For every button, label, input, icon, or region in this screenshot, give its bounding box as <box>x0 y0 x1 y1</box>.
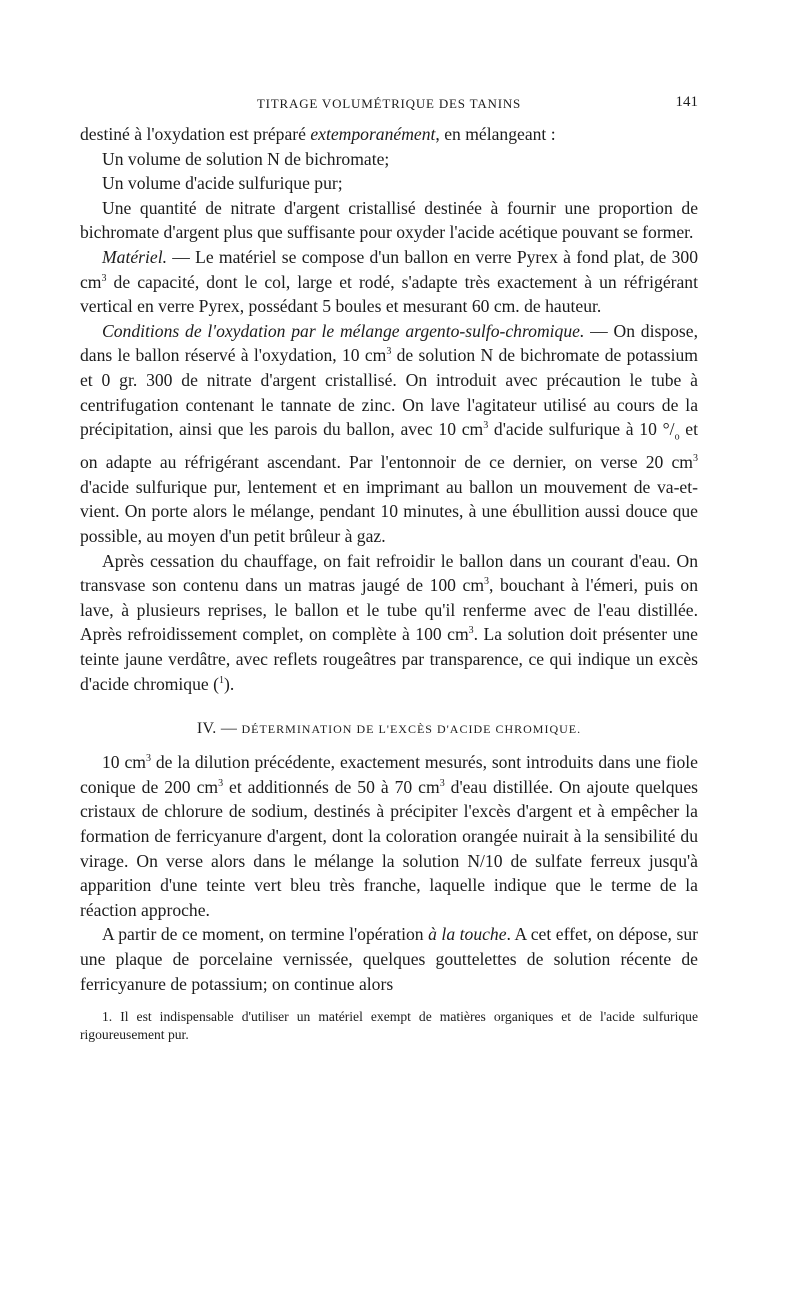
subscript: o <box>674 431 680 443</box>
text-run: . A cet effet, on dépose, sur une plaque de porcelaine vernissée, quelques gouttelettes de solution récente de ferricyanure de potassium; on continue alors <box>80 924 698 994</box>
section-title: DÉTERMINATION DE L'EXCÈS D'ACIDE CHROMIQUE. <box>241 722 582 737</box>
superscript: 3 <box>483 420 489 432</box>
text-run: de capacité, dont le col, large et rodé, s'adapte très exactement à un réfrigérant vertical en verre Pyrex, possédant 5 boules et mesurant 60 cm. de hauteur. <box>80 271 698 317</box>
superscript: 3 <box>101 272 107 284</box>
text-run: — On dispose, dans le ballon réservé à l'oxydation, 10 cm <box>80 320 698 366</box>
running-title: TITRAGE VOLUMÉTRIQUE DES TANINS <box>256 96 522 111</box>
superscript: 3 <box>386 346 392 358</box>
superscript: 3 <box>218 777 224 789</box>
paragraph-materiel <box>80 245 698 319</box>
superscript: 3 <box>484 576 490 588</box>
footnote-reference: 1 <box>218 674 224 686</box>
paragraph-apres <box>80 549 698 697</box>
section-heading <box>80 720 698 738</box>
list-item-bichromate: Un volume de solution N de bichromate; <box>102 148 390 169</box>
text-run: de solution N de bichromate de potassium et 0 gr. 300 de nitrate d'argent cristallisé. On introduit avec précaution le tube à centrifugation contenant le tannate de zinc. On lave l'agitateur utilisé au cours de la précipitation, ainsi que les parois du ballon, avec 10 cm <box>80 345 698 440</box>
running-head <box>80 90 698 112</box>
text-run: . La solution doit présenter une teinte jaune verdâtre, avec reflets rougeâtres par transparence, ce qui indique un excès d'acide chromique ( <box>80 624 698 694</box>
page-number: 141 <box>675 94 698 110</box>
footnote <box>80 1008 698 1044</box>
text-run: — Le matériel se compose d'un ballon en verre Pyrex à fond plat, de 300 cm <box>80 246 698 292</box>
paragraph-intro <box>80 122 698 147</box>
paragraph-label: Conditions de l'oxydation par le mélange argento-sulfo-chromique. <box>102 320 585 341</box>
text-run: d'eau distillée. On ajoute quelques cristaux de chlorure de sodium, destinés à précipiter l'excès d'argent et à empêcher la formation de ferricyanure d'argent, dont la coloration orangée nuirait à la sensibilité du virage. On verse alors dans le mélange la solution N/10 de sulfate ferreux jusqu'à apparition d'une teinte vert bleu très franche, laquelle indique que le terme de la réaction approche. <box>80 776 698 920</box>
text-run: , bouchant à l'émeri, puis on lave, à plusieurs reprises, le ballon et le tube qu'il renferme avec de l'eau distillée. Après refroidissement complet, on complète à 100 cm <box>80 575 698 645</box>
text-run: 10 cm <box>102 752 146 773</box>
text-run: d'acide sulfurique à 10 °/ <box>488 419 675 440</box>
paragraph-dilution <box>80 750 698 922</box>
list-item-acid: Un volume d'acide sulfurique pur; <box>102 173 343 194</box>
superscript: 3 <box>468 625 474 637</box>
text-run: Après cessation du chauffage, on fait refroidir le ballon dans un courant d'eau. On transvase son contenu dans un matras jaugé de 100 cm <box>80 550 698 596</box>
book-page <box>80 90 698 1044</box>
footnote-number: 1. <box>102 1009 113 1025</box>
italic-run: extemporanément <box>310 124 436 144</box>
text-run: d'acide sulfurique pur, lentement et en imprimant au ballon un mouvement de va-et-vient. On porte alors le mélange, pendant 10 minutes, à une ébullition aussi douce que possible, au moyen d'un petit brûleur à gaz. <box>80 476 698 547</box>
italic-run: à la touche <box>428 924 507 945</box>
text-run: de la dilution précédente, exactement mesurés, sont introduits dans une fiole conique de 200 cm <box>80 752 698 797</box>
text-run: et on adapte au réfrigérant ascendant. Par l'entonnoir de ce dernier, on verse 20 cm <box>80 419 698 473</box>
text-run: ). <box>223 673 235 694</box>
paragraph-conditions <box>80 319 698 549</box>
footnote-text: Il est indispensable d'utiliser un matériel exempt de matières organiques et de l'acide sulfurique rigoureusement pur. <box>80 1009 698 1043</box>
superscript: 3 <box>693 453 698 465</box>
paragraph-a-partir <box>80 922 698 996</box>
superscript: 3 <box>439 777 445 789</box>
superscript: 3 <box>145 753 151 765</box>
paragraph-label: Matériel. <box>102 246 167 267</box>
text-run: A partir de ce moment, on termine l'opération <box>102 924 429 945</box>
text-run: destiné à l'oxydation est préparé <box>80 124 311 144</box>
list-item-silver-nitrate: Une quantité de nitrate d'argent cristallisé destinée à fournir une proportion de bichromate d'argent plus que suffisante pour oxyder l'acide acétique pouvant se former. <box>80 197 698 243</box>
text-run: , en mélangeant : <box>435 124 556 144</box>
text-run: et additionnés de 50 à 70 cm <box>223 776 440 797</box>
section-number: IV. — <box>196 720 242 738</box>
